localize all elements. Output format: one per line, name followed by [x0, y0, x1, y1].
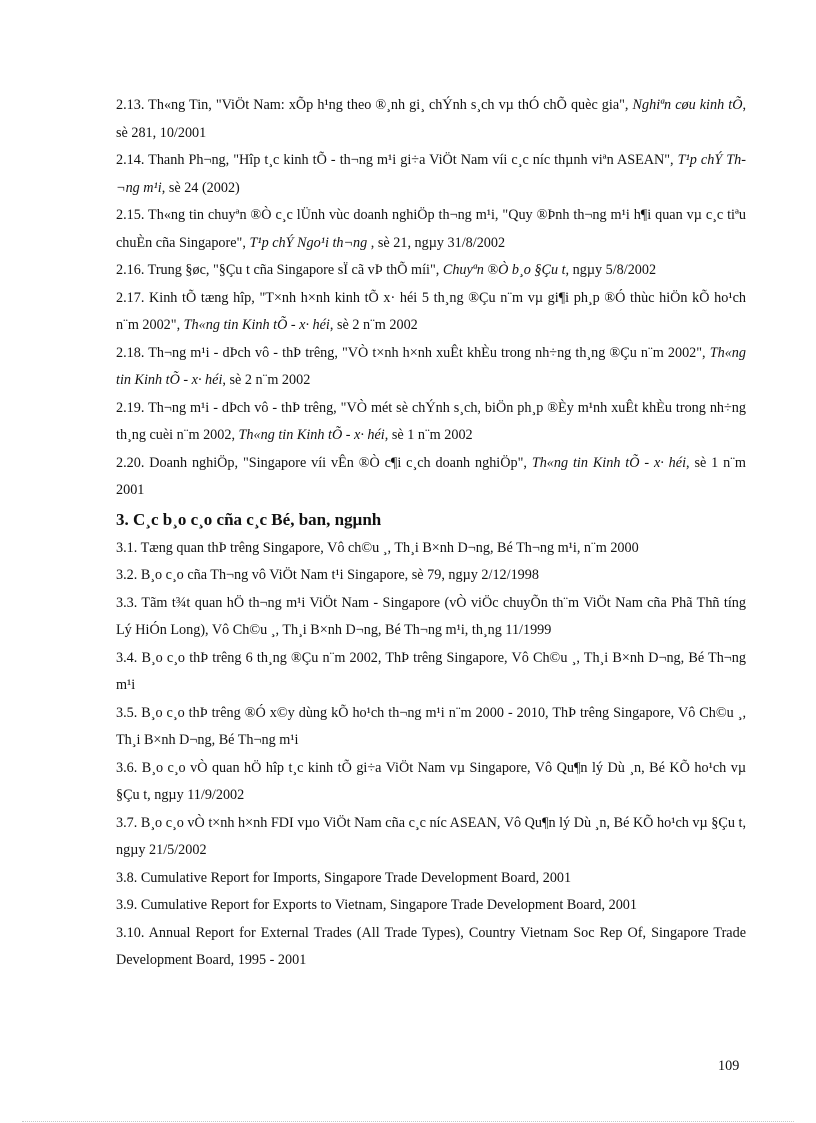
- reference-entry: 3.4. B¸o c¸o thÞ trêng 6 th¸ng ®Çu n¨m 2002, ThÞ trêng Singapore, Vô Ch©u ¸, Th¸i B×nh D¬ng, Bé Th¬ng m¹i: [116, 649, 746, 693]
- reference-entry: 2.14. Thanh Ph¬ng, "Hîp t¸c kinh tÕ - th¬ng m¹i gi÷a ViÖt Nam víi c¸c níc thµnh viªn ASEAN", T¹p chÝ Th¬ng m¹i, sè 24 (2002): [116, 152, 746, 196]
- page-bottom-divider: [22, 1121, 794, 1122]
- reference-entry: 2.15. Th«ng tin chuyªn ®Ò c¸c lÜnh vùc doanh nghiÖp th¬ng m¹i, "Quy ®Þnh th¬ng m¹i h¶i quan vµ c¸c tiªu chuÈn cña Singapore", T¹p chÝ Ngo¹i th¬ng , sè 21, ngµy 31/8/2002: [116, 207, 746, 251]
- page-number: 109: [718, 1058, 740, 1074]
- source-title: Th«ng tin Kinh tÕ - x· héi: [531, 454, 687, 471]
- reference-entry: 3.5. B¸o c¸o thÞ trêng ®Ó x©y dùng kÕ ho¹ch th¬ng m¹i n¨m 2000 - 2010, ThÞ trêng Singapore, Vô Ch©u ¸, Th¸i B×nh D¬ng, Bé Th¬ng m¹i: [116, 704, 746, 748]
- section3-heading: 3. C¸c b¸o c¸o cña c¸c Bé, ban, ngµnh: [116, 509, 382, 529]
- source-title: T¹p chÝ Ngo¹i th¬ng: [249, 234, 368, 251]
- source-title: Chuyªn ®Ò b¸o §Çu t,: [442, 262, 570, 278]
- reference-entry: 2.16. Trung §øc, "§Çu t cña Singapore sÏ cã vÞ thÕ míi", Chuyªn ®Ò b¸o §Çu t, ngµy 5/8/2002: [116, 262, 657, 278]
- reference-entry: 3.3. Tãm t¾t quan hÖ th¬ng m¹i ViÖt Nam - Singapore (vÒ viÖc chuyÕn th¨m ViÖt Nam cña Phã Thñ tíng Lý HiÓn Long), Vô Ch©u ¸, Th¸i B×nh D¬ng, Bé Th¬ng m¹i, th¸ng 11/1999: [116, 594, 746, 638]
- source-title: Th«ng tin Kinh tÕ - x· héi: [116, 344, 746, 388]
- reference-entry: 3.2. B¸o c¸o cña Th¬ng vô ViÖt Nam t¹i Singapore, sè 79, ngµy 2/12/1998: [116, 567, 539, 583]
- page-body: [116, 92, 746, 975]
- reference-entry: 2.19. Th¬ng m¹i - dÞch vô - thÞ trêng, "VÒ mét sè chÝnh s¸ch, biÖn ph¸p ®Èy m¹nh xuÊt khÈu trong nh÷ng th¸ng cuèi n¨m 2002, Th«ng tin Kinh tÕ - x· héi, sè 1 n¨m 2002: [116, 399, 746, 443]
- reference-entry: 2.13. Th«ng Tin, "ViÖt Nam: xÕp h¹ng theo ®¸nh gi¸ chÝnh s¸ch vµ thÓ chÕ quèc gia", Nghiªn cøu kinh tÕ, sè 281, 10/2001: [116, 97, 746, 141]
- source-title: Nghiªn cøu kinh tÕ: [632, 97, 743, 113]
- reference-entry: 2.20. Doanh nghiÖp, "Singapore víi vÊn ®Ò c¶i c¸ch doanh nghiÖp", Th«ng tin Kinh tÕ - x· héi, sè 1 n¨m 2001: [116, 454, 746, 498]
- reference-entry: 3.9. Cumulative Report for Exports to Vietnam, Singapore Trade Development Board, 2001: [116, 897, 637, 913]
- source-title: Th«ng tin Kinh tÕ - x· héi: [238, 427, 385, 443]
- reference-entry: 3.6. B¸o c¸o vÒ quan hÖ hîp t¸c kinh tÕ gi÷a ViÖt Nam vµ Singapore, Vô Qu¶n lý Dù ¸n, Bé KÕ ho¹ch vµ §Çu t, ngµy 11/9/2002: [116, 759, 746, 803]
- reference-entry: 3.10. Annual Report for External Trades (All Trade Types), Country Vietnam Soc Rep Of, Singapore Trade Development Board, 1995 - 2001: [116, 924, 746, 968]
- reference-entry: 3.1. Tæng quan thÞ trêng Singapore, Vô ch©u ¸, Th¸i B×nh D¬ng, Bé Th¬ng m¹i, n¨m 2000: [116, 539, 639, 556]
- reference-entry: 3.7. B¸o c¸o vÒ t×nh h×nh FDI vµo ViÖt Nam cña c¸c níc ASEAN, Vô Qu¶n lý Dù ¸n, Bé KÕ ho¹ch vµ §Çu t, ngµy 21/5/2002: [116, 814, 746, 858]
- section2-references: [116, 92, 746, 505]
- source-title: T¹p chÝ Th¬ng m¹i: [116, 152, 746, 196]
- reference-entry: 2.18. Th¬ng m¹i - dÞch vô - thÞ trêng, "VÒ t×nh h×nh xuÊt khÈu trong nh÷ng th¸ng ®Çu n¨m 2002", Th«ng tin Kinh tÕ - x· héi, sè 2 n¨m 2002: [116, 344, 746, 388]
- source-title: Th«ng tin Kinh tÕ - x· héi: [183, 317, 330, 333]
- reference-entry: 2.17. Kinh tÕ tæng hîp, "T×nh h×nh kinh tÕ x· héi 5 th¸ng ®Çu n¨m vµ gi¶i ph¸p ®Ó thùc hiÖn kÕ ho¹ch n¨m 2002", Th«ng tin Kinh tÕ - x· héi, sè 2 n¨m 2002: [116, 289, 746, 333]
- reference-entry: 3.8. Cumulative Report for Imports, Singapore Trade Development Board, 2001: [116, 869, 572, 886]
- section3-references: [116, 535, 746, 975]
